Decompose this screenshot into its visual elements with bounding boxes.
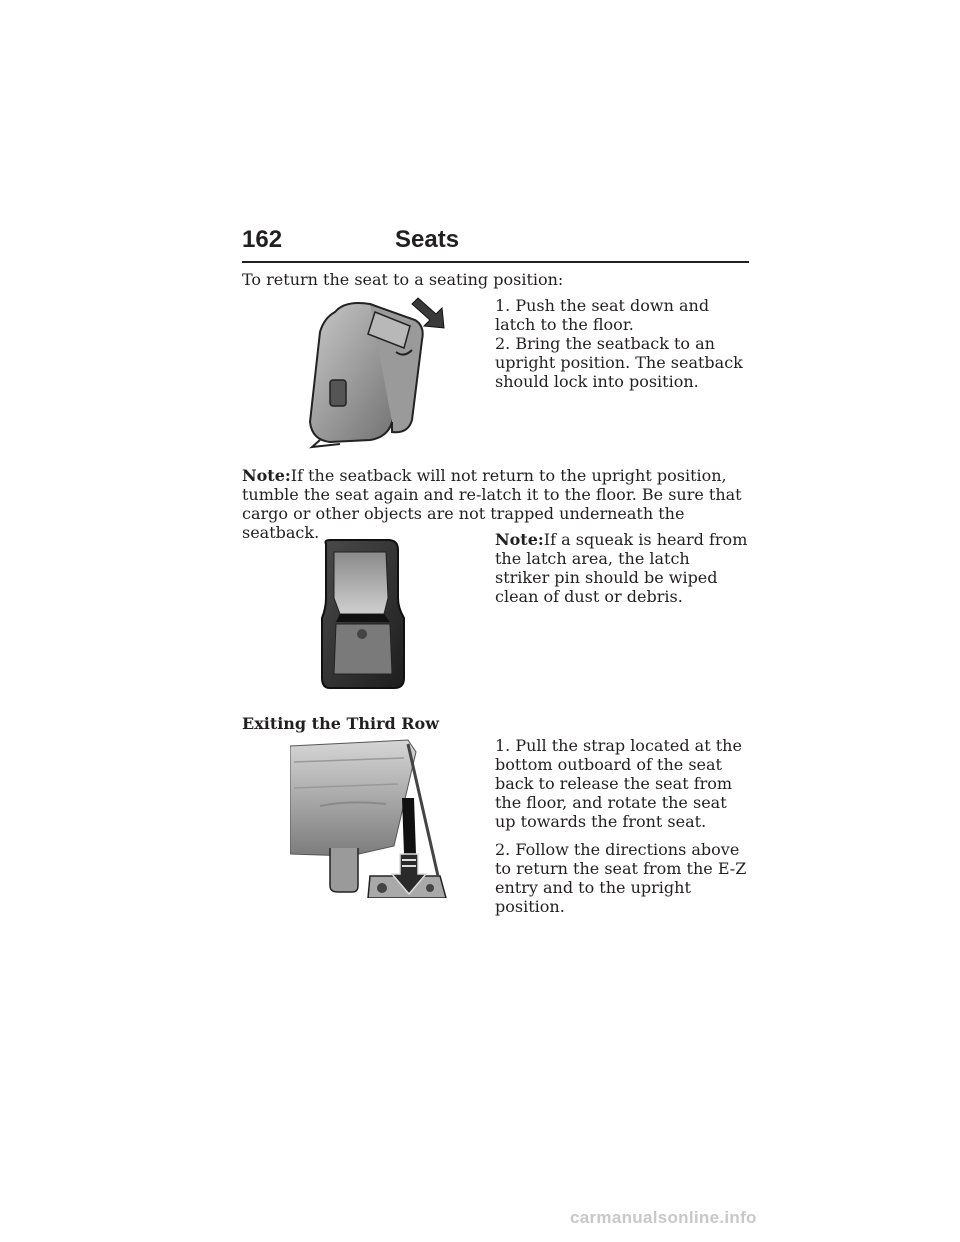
exiting-step-1: 1. Pull the strap located at the bottom outboard of the seat back to release the seat from the floor, and rotate the seat up towards the front seat. (495, 736, 742, 831)
note-1-text: If the seatback will not return to the upright position, tumble the seat again and re-latch it to the floor. Be sure that cargo or other objects are not trapped underneath the seatback. (242, 466, 742, 542)
note-2-text: If a squeak is heard from the latch area, the latch striker pin should be wiped clean of dust or debris. (495, 530, 748, 606)
return-seat-intro: To return the seat to a seating position: (242, 270, 564, 289)
page-number: 162 (242, 226, 283, 253)
header-rule (242, 261, 749, 263)
section-title: Seats (395, 226, 460, 253)
note-2-label: Note: (495, 530, 544, 549)
seat-fold-illustration (300, 292, 450, 452)
latch-illustration (318, 538, 406, 690)
return-step-2: 2. Bring the seatback to an upright position. The seatback should lock into position. (495, 334, 743, 391)
strap-pull-illustration (290, 736, 448, 898)
exiting-step-2: 2. Follow the directions above to return the seat from the E-Z entry and to the upright position. (495, 840, 747, 916)
footer-watermark: carmanualsonline.info (570, 1208, 757, 1227)
note-1-label: Note: (242, 466, 291, 485)
return-step-1: 1. Push the seat down and latch to the floor. (495, 296, 710, 334)
note-2 (495, 530, 749, 606)
exiting-heading: Exiting the Third Row (242, 714, 439, 733)
